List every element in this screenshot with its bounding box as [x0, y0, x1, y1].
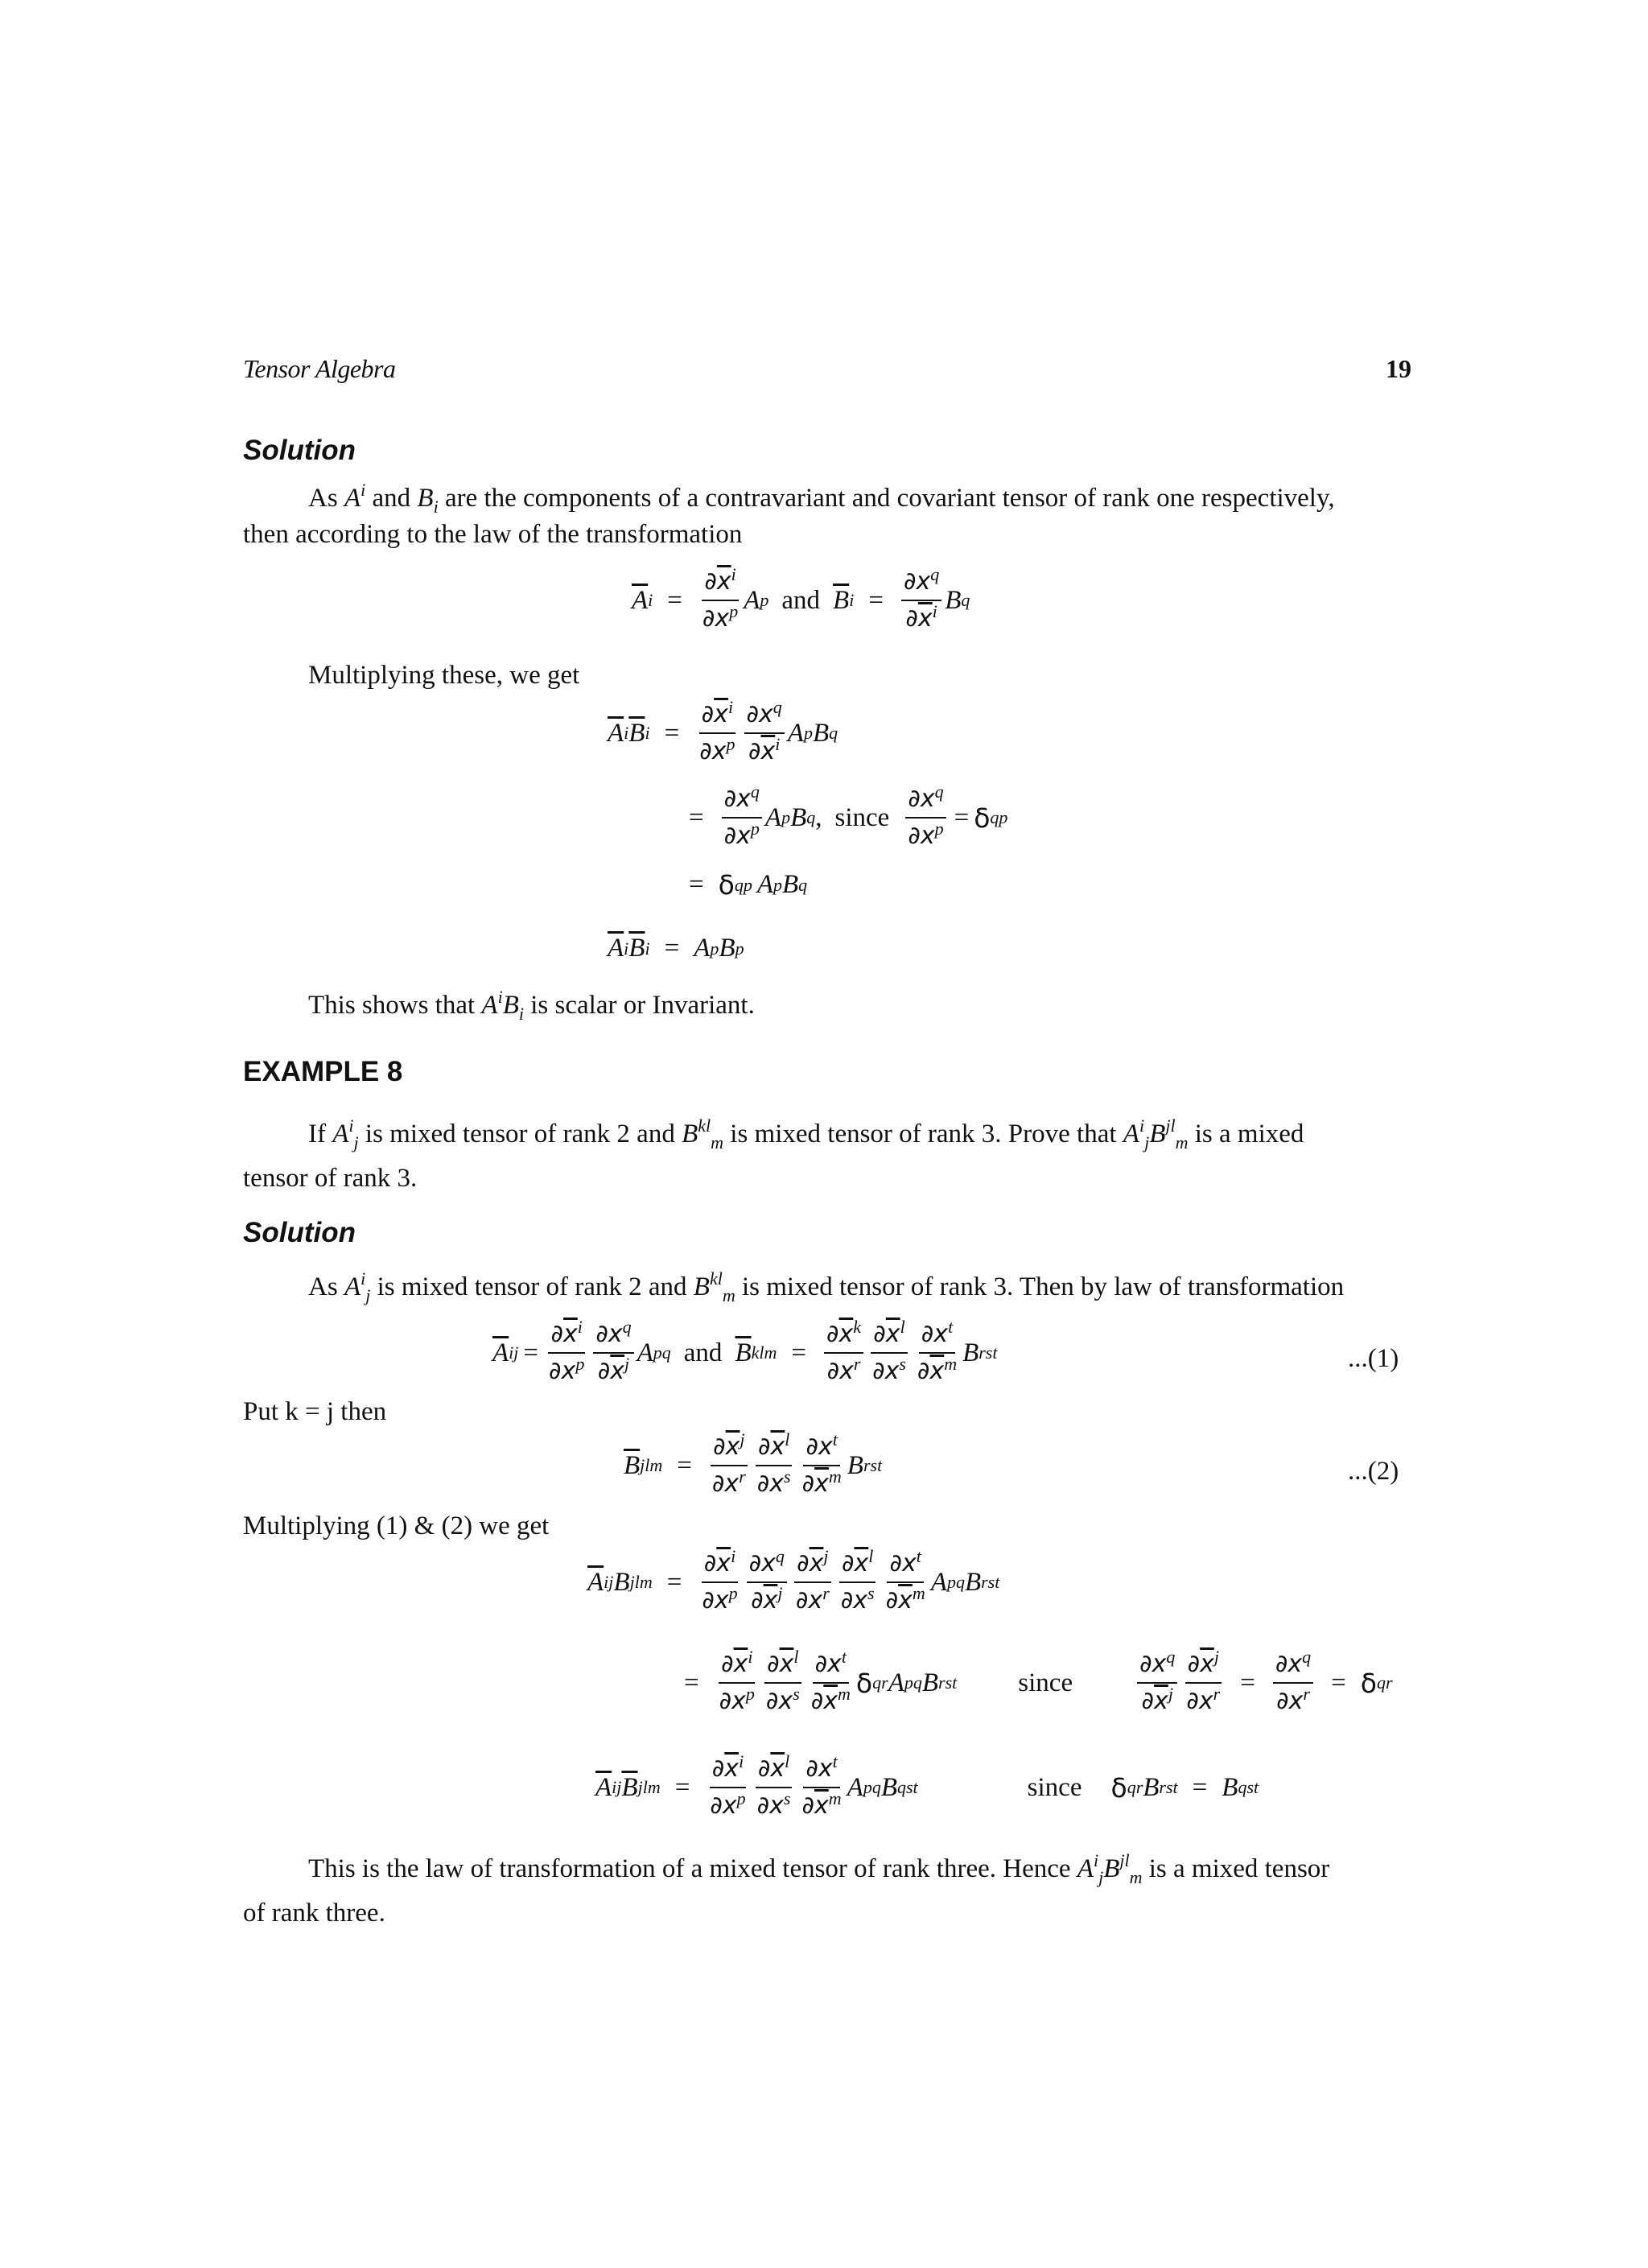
equation-product-1: $\overline{A}$ i $\overline{B}$ i = $\frac{\partial\overline{x}^i}{\partial x^p}$ $\frac{\partial x^q}{\partial\overline{x}^i}$ A p B q	[608, 697, 838, 765]
multiplying-text-1: Multiplying these, we get	[308, 661, 580, 690]
equation-2: $\overline{B}$ jl m = $\frac{\partial\overline{x}^j}{\partial x^r}$ $\frac{\partial\overline{x}^l}{\partial x^s}$ $\frac{\partial x^t}{\partial\overline{x}^m}$ B rs t	[624, 1429, 883, 1498]
solution1-intro-line1: As $A^i$ and $B_i$ are the components of a contravariant and covariant tensor of rank one respectively,	[308, 480, 1335, 517]
multiplying-text-2: Multiplying (1) & (2) we get	[243, 1511, 550, 1540]
equation-product-4: $\overline{A}$ i $\overline{B}$ i = A p B p	[608, 934, 744, 963]
equation-tag-2: ...(2)	[1348, 1457, 1399, 1486]
solution2-intro: As $A^i_j$ is mixed tensor of rank 2 and $B^{kl}_m$ is mixed tensor of rank 3. Then by law of transformation	[308, 1268, 1345, 1305]
example8-statement-line1: If $A^i_j$ is mixed tensor of rank 2 and $B^{kl}_m$ is mixed tensor of rank 3. Prove that $A^i_jB^{jl}_m$ is a mixed	[308, 1115, 1304, 1153]
equation-4: = $\frac{\partial\overline{x}^i}{\partial x^p}$ $\frac{\partial\overline{x}^l}{\partial x^s}$ $\frac{\partial x^t}{\partial\overline{x}^m}$ δ q r A p q B rs t since $\frac{\partial x^q}{\partial\overline{x}^j}$ $\frac{\partial\overline{x}^j}{\partial x^r}$ = $\frac{\partial x^q}{\partial x^r}$ = δ q r	[684, 1647, 1393, 1715]
equation-product-2: = $\frac{\partial x^q}{\partial x^p}$ A p B q , since $\frac{\partial x^q}{\partial x^p}$ = δ q p	[689, 781, 1008, 850]
equation-tag-1: ...(1)	[1348, 1344, 1399, 1373]
example8-statement-line2: tensor of rank 3.	[243, 1164, 418, 1193]
equation-transformation-laws: $\overline{A}$ i = $\frac{\partial\overline{x}^i}{\partial x^p}$ A p and $\overline{B}$ i = $\frac{\partial x^q}{\partial\overline{x}^i}$ B q	[632, 564, 970, 633]
put-k-equals-j: Put k = j then	[243, 1397, 387, 1426]
solution1-intro-line2: then according to the law of the transformation	[243, 520, 743, 549]
solution1-conclusion: This shows that $A^iB_i$ is scalar or Invariant.	[308, 987, 755, 1024]
solution2-conclusion-line1: This is the law of transformation of a mixed tensor of rank three. Hence $A^i_jB^{jl}_m$ is a mixed tensor	[308, 1850, 1330, 1887]
running-title: Tensor Algebra	[243, 354, 396, 383]
equation-product-3: = δ q p A p B q	[689, 869, 808, 901]
solution-heading-1: Solution	[243, 435, 356, 466]
solution-heading-2: Solution	[243, 1217, 356, 1248]
running-head	[243, 354, 1411, 394]
equation-3: $\overline{A}$ i j B jl m = $\frac{\partial\overline{x}^i}{\partial x^p}$ $\frac{\partial x^q}{\partial\overline{x}^j}$ $\frac{\partial\overline{x}^j}{\partial x^r}$ $\frac{\partial\overline{x}^l}{\partial x^s}$ $\frac{\partial x^t}{\partial\overline{x}^m}$ A p q B rs t	[587, 1546, 1000, 1614]
example-8-heading: EXAMPLE 8	[243, 1056, 403, 1087]
equation-5: $\overline{A}$ i j $\overline{B}$ jl m = $\frac{\partial\overline{x}^i}{\partial x^p}$ $\frac{\partial\overline{x}^l}{\partial x^s}$ $\frac{\partial x^t}{\partial\overline{x}^m}$ A p q B qs t since δ q r B rs t = B qs t	[595, 1751, 1259, 1820]
equation-1: $\overline{A}$ i j = $\frac{\partial\overline{x}^i}{\partial x^p}$ $\frac{\partial x^q}{\partial\overline{x}^j}$ A p q and $\overline{B}$ kl m = $\frac{\partial\overline{x}^k}{\partial x^r}$ $\frac{\partial\overline{x}^l}{\partial x^s}$ $\frac{\partial x^t}{\partial\overline{x}^m}$ B rs t	[492, 1317, 998, 1385]
page-number: 19	[1386, 354, 1411, 383]
solution2-conclusion-line2: of rank three.	[243, 1899, 385, 1928]
